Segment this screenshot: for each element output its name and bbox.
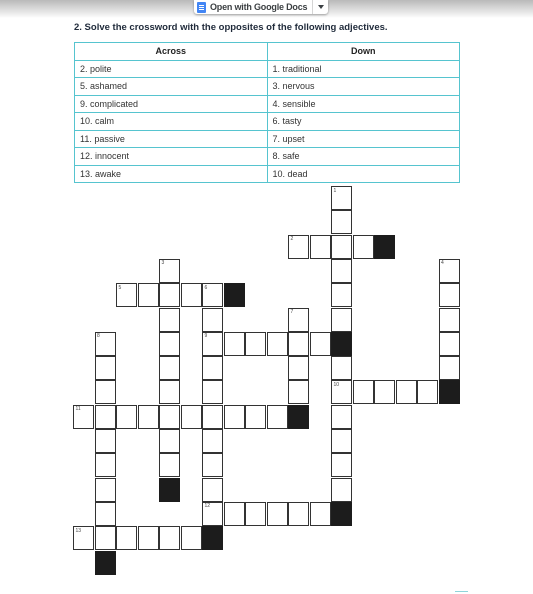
crossword-cell[interactable] bbox=[224, 405, 245, 429]
across-clue: 13. awake bbox=[75, 165, 268, 183]
crossword-cell[interactable] bbox=[181, 283, 202, 307]
crossword-cell[interactable] bbox=[439, 332, 460, 356]
crossword-cell[interactable] bbox=[159, 356, 180, 380]
down-clue: 6. tasty bbox=[267, 113, 459, 131]
crossword-cell[interactable] bbox=[224, 332, 245, 356]
crossword-cell[interactable] bbox=[331, 259, 352, 283]
crossword-cell[interactable] bbox=[439, 356, 460, 380]
crossword-cell[interactable] bbox=[374, 380, 395, 404]
crossword-block bbox=[374, 235, 395, 259]
down-clue: 8. safe bbox=[267, 148, 459, 166]
crossword-cell[interactable] bbox=[159, 429, 180, 453]
down-header: Down bbox=[267, 43, 459, 61]
crossword-cell[interactable] bbox=[202, 453, 223, 477]
crossword-cell[interactable] bbox=[331, 332, 352, 356]
crossword-cell[interactable] bbox=[267, 502, 288, 526]
crossword-cell[interactable] bbox=[95, 380, 116, 404]
across-clue: 11. passive bbox=[75, 130, 268, 148]
crossword-cell[interactable] bbox=[310, 235, 331, 259]
crossword-cell[interactable] bbox=[95, 502, 116, 526]
down-clue: 7. upset bbox=[267, 130, 459, 148]
crossword-cell[interactable] bbox=[288, 332, 309, 356]
crossword-cell[interactable] bbox=[331, 453, 352, 477]
crossword-cell[interactable] bbox=[202, 526, 223, 550]
across-clue: 5. ashamed bbox=[75, 78, 268, 96]
crossword-cell[interactable] bbox=[95, 526, 116, 550]
crossword-cell[interactable] bbox=[245, 405, 266, 429]
crossword-cell[interactable] bbox=[202, 308, 223, 332]
across-clue: 10. calm bbox=[75, 113, 268, 131]
crossword-cell[interactable] bbox=[159, 283, 180, 307]
down-clue: 4. sensible bbox=[267, 95, 459, 113]
crossword-cell[interactable] bbox=[159, 332, 180, 356]
down-clue: 3. nervous bbox=[267, 78, 459, 96]
crossword-cell[interactable] bbox=[138, 283, 159, 307]
crossword-cell[interactable] bbox=[245, 502, 266, 526]
crossword-cell[interactable] bbox=[331, 405, 352, 429]
crossword-cell[interactable] bbox=[288, 356, 309, 380]
crossword-cell[interactable] bbox=[116, 405, 137, 429]
crossword-cell[interactable] bbox=[181, 526, 202, 550]
crossword-cell[interactable] bbox=[267, 405, 288, 429]
crossword-cell[interactable] bbox=[95, 551, 116, 575]
crossword-cell[interactable] bbox=[95, 405, 116, 429]
crossword-cell[interactable] bbox=[95, 453, 116, 477]
crossword-cell[interactable] bbox=[331, 210, 352, 234]
across-header: Across bbox=[75, 43, 268, 61]
crossword-cell[interactable] bbox=[95, 429, 116, 453]
crossword-cell[interactable] bbox=[95, 478, 116, 502]
clue-number: 9 bbox=[204, 333, 208, 340]
crossword-cell[interactable] bbox=[288, 405, 309, 429]
crossword-cell[interactable] bbox=[224, 502, 245, 526]
crossword-cell[interactable] bbox=[95, 356, 116, 380]
crossword-cell[interactable] bbox=[353, 235, 374, 259]
crossword-cell[interactable] bbox=[331, 478, 352, 502]
across-clue: 12. innocent bbox=[75, 148, 268, 166]
crossword-cell[interactable] bbox=[331, 429, 352, 453]
crossword-cell[interactable] bbox=[331, 502, 352, 526]
clue-number: 7 bbox=[290, 309, 294, 315]
crossword-cell[interactable] bbox=[310, 332, 331, 356]
crossword-cell[interactable] bbox=[159, 526, 180, 550]
crossword-cell[interactable] bbox=[288, 380, 309, 404]
crossword-cell[interactable] bbox=[353, 380, 374, 404]
across-clue: 2. polite bbox=[75, 60, 268, 78]
clue-number: 6 bbox=[204, 284, 208, 291]
crossword-cell[interactable] bbox=[331, 235, 352, 259]
crossword-cell[interactable] bbox=[331, 283, 352, 307]
clue-number: 8 bbox=[97, 333, 100, 340]
exercise-instruction: 2. Solve the crossword with the opposites of the following adjectives. bbox=[74, 22, 388, 33]
clue-number: 1 bbox=[333, 187, 337, 194]
crossword-cell[interactable] bbox=[439, 380, 460, 404]
crossword-cell[interactable] bbox=[396, 380, 417, 404]
crossword-cell[interactable] bbox=[138, 405, 159, 429]
crossword-cell[interactable] bbox=[116, 526, 137, 550]
open-with-google-docs-label: Open with Google Docs bbox=[210, 2, 308, 12]
crossword-cell[interactable] bbox=[159, 405, 180, 429]
crossword-cell[interactable] bbox=[245, 332, 266, 356]
crossword-block bbox=[224, 283, 245, 307]
crossword-cell[interactable] bbox=[159, 380, 180, 404]
crossword-cell[interactable] bbox=[267, 332, 288, 356]
clue-number: 3 bbox=[161, 260, 165, 267]
crossword-cell[interactable] bbox=[181, 405, 202, 429]
divider-mark bbox=[455, 591, 468, 592]
clue-number: 5 bbox=[118, 284, 122, 291]
crossword-cell[interactable] bbox=[331, 356, 352, 380]
clue-number: 2 bbox=[290, 236, 294, 243]
crossword-cell[interactable] bbox=[202, 429, 223, 453]
crossword-cell[interactable] bbox=[331, 308, 352, 332]
crossword-cell[interactable] bbox=[159, 453, 180, 477]
crossword-cell[interactable] bbox=[439, 308, 460, 332]
crossword-cell[interactable] bbox=[288, 502, 309, 526]
crossword-cell[interactable] bbox=[310, 502, 331, 526]
clue-number: 10 bbox=[333, 381, 340, 388]
crossword-cell[interactable] bbox=[417, 380, 438, 404]
clue-number: 12 bbox=[204, 503, 211, 510]
clue-number: 4 bbox=[441, 260, 444, 267]
down-clue: 10. dead bbox=[267, 165, 459, 183]
down-clue: 1. traditional bbox=[267, 60, 459, 78]
crossword-cell[interactable] bbox=[138, 526, 159, 550]
across-clue: 9. complicated bbox=[75, 95, 268, 113]
crossword-cell[interactable] bbox=[159, 308, 180, 332]
clue-number: 13 bbox=[75, 527, 82, 534]
crossword-cell[interactable] bbox=[159, 478, 180, 502]
crossword-cell[interactable] bbox=[202, 405, 223, 429]
crossword-cell[interactable] bbox=[202, 478, 223, 502]
crossword-cell[interactable] bbox=[202, 380, 223, 404]
crossword-cell[interactable] bbox=[202, 356, 223, 380]
clue-number: 11 bbox=[75, 406, 81, 413]
crossword-cell[interactable] bbox=[439, 283, 460, 307]
